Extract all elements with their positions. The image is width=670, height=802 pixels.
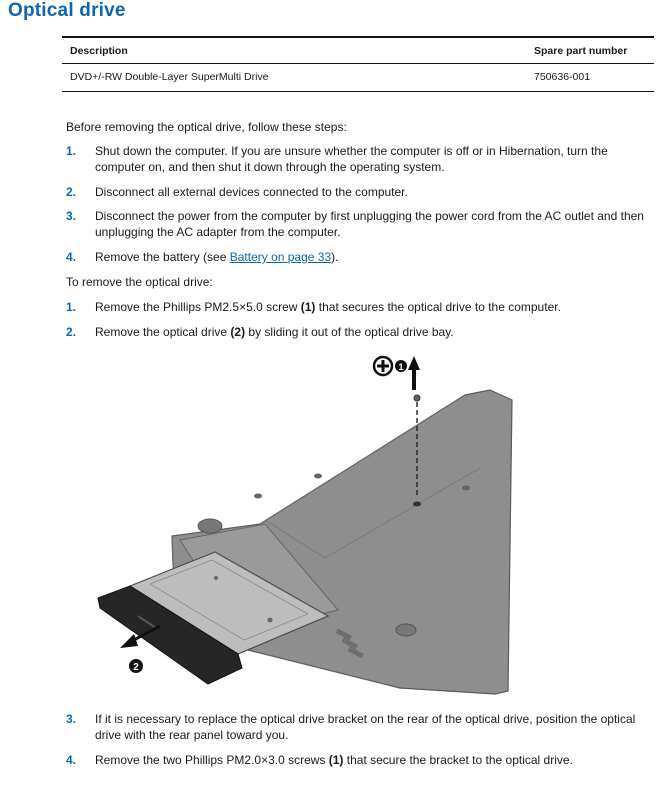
- cell-spare-part-number: 750636-001: [526, 64, 654, 92]
- intro-remove-text: To remove the optical drive:: [66, 275, 213, 289]
- up-arrow-head: [408, 356, 420, 370]
- screw-hole: [254, 494, 262, 499]
- step-text-pre: Remove the battery (see: [95, 250, 230, 264]
- header-spare-part-number: Spare part number: [526, 37, 654, 64]
- step-text-post: ).: [331, 250, 339, 264]
- step-text-post: by sliding it out of the optical drive bay.: [245, 325, 454, 339]
- remove-step-4: [66, 752, 656, 768]
- before-step-3: [66, 208, 656, 240]
- remove-step-1: [66, 299, 656, 315]
- step-number: 2.: [66, 185, 77, 199]
- step-text: [95, 299, 656, 315]
- screw: [414, 395, 420, 401]
- screw-hole-target: [413, 502, 421, 507]
- header-description: Description: [62, 37, 526, 64]
- left-arrow-head: [120, 634, 138, 648]
- battery-page-link[interactable]: Battery on page 33: [229, 250, 332, 264]
- remove-step-3: [66, 711, 656, 743]
- screw-hole: [462, 486, 470, 491]
- step-number: 1.: [66, 144, 77, 158]
- cell-description: DVD+/-RW Double-Layer SuperMulti Drive: [62, 64, 526, 92]
- callout-1-label: 1: [398, 362, 404, 372]
- step-text-pre: Remove the optical drive: [95, 325, 231, 339]
- table-row: [62, 64, 654, 92]
- step-number: 4.: [66, 753, 77, 767]
- table-header-row: [62, 37, 654, 64]
- spare-parts-table: [62, 36, 654, 92]
- step-number: 4.: [66, 250, 77, 264]
- before-step-4: [66, 249, 656, 265]
- page-title: Optical drive: [8, 0, 126, 21]
- intro-before-text: Before removing the optical drive, follow these steps:: [66, 120, 347, 134]
- drive-screw: [214, 576, 218, 580]
- step-number: 2.: [66, 325, 77, 339]
- step-text: Disconnect all external devices connected to the computer.: [95, 185, 408, 199]
- screw-hole: [314, 474, 322, 479]
- optical-drive-removal-diagram: [90, 348, 630, 704]
- drive-screw: [268, 618, 273, 623]
- step-text: [95, 249, 656, 265]
- step-callout: (1): [328, 753, 344, 767]
- step-callout: (1): [300, 300, 316, 314]
- step-text-post: that secure the bracket to the optical drive.: [343, 753, 573, 767]
- step-number: 1.: [66, 300, 77, 314]
- step-callout: (2): [230, 325, 246, 339]
- rubber-foot: [396, 624, 416, 636]
- before-step-2: [66, 184, 656, 200]
- step-text-pre: Remove the two Phillips PM2.0×3.0 screws: [95, 753, 329, 767]
- step-text-pre: Remove the Phillips PM2.5×5.0 screw: [95, 300, 301, 314]
- step-text-post: that secures the optical drive to the computer.: [315, 300, 561, 314]
- callout-2-label: 2: [133, 662, 139, 673]
- step-text: Shut down the computer. If you are unsure whether the computer is off or in Hibernation, turn the computer on, and then shut it down through the operating system.: [95, 144, 608, 174]
- before-step-1: [66, 143, 656, 175]
- rubber-foot: [198, 519, 222, 533]
- step-text: If it is necessary to replace the optical drive bracket on the rear of the optical drive, position the optical drive with the rear panel toward you.: [95, 712, 636, 742]
- step-text: Disconnect the power from the computer by first unplugging the power cord from the AC outlet and then unplugging the AC adapter from the computer.: [95, 209, 644, 239]
- step-number: 3.: [66, 712, 77, 726]
- remove-step-2: [66, 324, 656, 340]
- step-number: 3.: [66, 209, 77, 223]
- step-text: [95, 752, 656, 768]
- step-text: [95, 324, 656, 340]
